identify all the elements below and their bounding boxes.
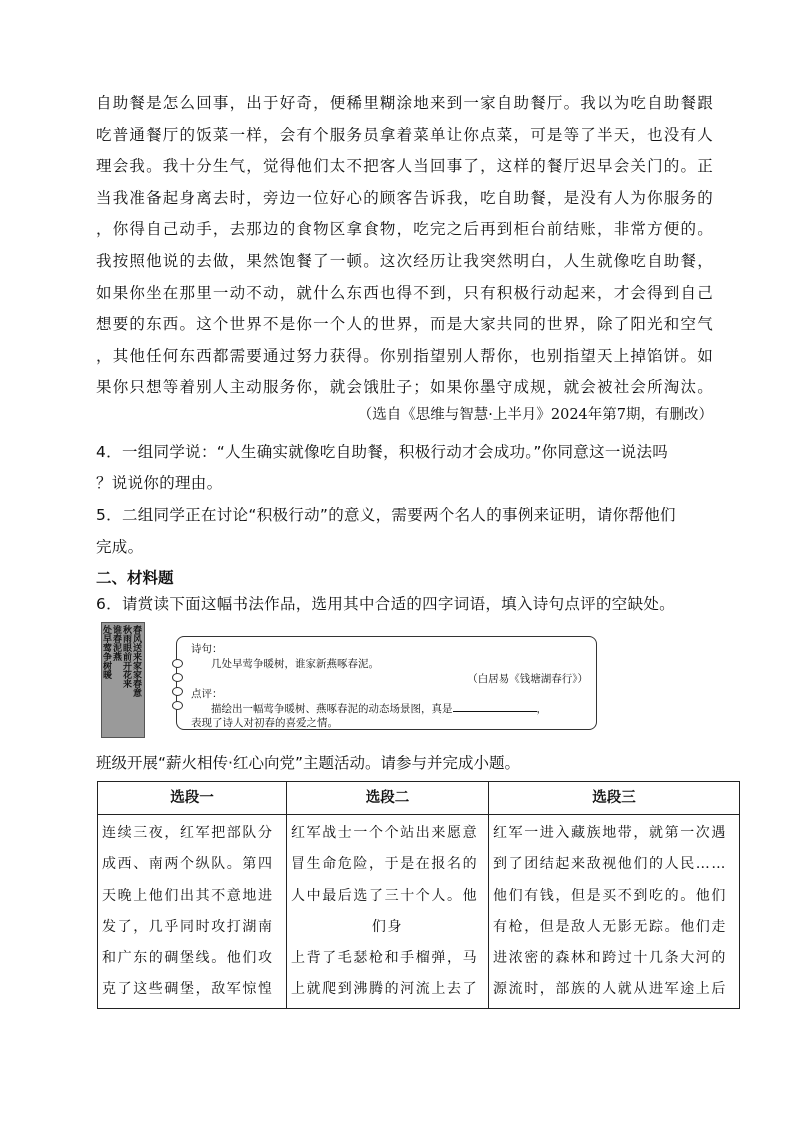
excerpt-line: 克了这些碉堡，敌军惊惶: [102, 981, 274, 998]
comment-line-1: [211, 701, 547, 716]
excerpt-line: 冒生命危险，于是在报名的: [291, 856, 479, 873]
question-4-line-2: ？说说你的理由。: [96, 474, 223, 492]
excerpt-line: 他们有钱，但是买不到吃的。他们: [493, 887, 727, 904]
calligraphy-column: 春风送来家家春意: [133, 626, 143, 699]
reading-passage: [96, 88, 714, 404]
calligraphy-column: 谁春泥燕: [113, 626, 123, 663]
header-excerpt-3: 选段三: [489, 782, 740, 815]
poem-text: 几处早莺争暖树，谁家新燕啄春泥。: [211, 658, 379, 670]
excerpt-1-cell: [98, 815, 287, 1009]
answer-blank[interactable]: [453, 703, 537, 712]
excerpt-line: 连续三夜，红军把部队分: [102, 825, 274, 841]
comment-label: 点评：: [191, 688, 223, 700]
excerpt-line: 发了，几乎同时攻打湖南: [102, 918, 274, 935]
passage-line: ，你得自己动手，去那边的食物区拿食物，吃完之后再到柜台前结账，非常方便的。: [96, 220, 714, 239]
binder-ring-icon: [172, 701, 183, 710]
poem-label: 诗句：: [191, 643, 223, 655]
excerpt-line: 源流时，部族的人就从进军途上后: [493, 981, 727, 998]
excerpt-line: 和广东的碉堡线。他们攻: [102, 950, 274, 967]
binder-ring-icon: [172, 687, 183, 696]
passage-line: 果你只想等着别人主动服务你，就会饿肚子；如果你墨守成规，就会被社会所淘汰。: [96, 378, 714, 397]
section-title: 二、材料题: [96, 569, 174, 587]
question-4-line-1: 4．一组同学说：“人生确实就像吃自助餐，积极行动才会成功。”你同意这一说法吗: [96, 443, 669, 461]
table-header-row: [98, 782, 740, 815]
comment-line-2: 表现了诗人对初春的喜爱之情。: [191, 717, 338, 729]
activity-intro: 班级开展“薪火相传·红心向党”主题活动。请参与并完成小题。: [96, 754, 520, 772]
passage-line: 我按照他说的去做，果然饱餐了一顿。这次经历让我突然明白，人生就像吃自助餐，: [96, 251, 714, 270]
excerpt-line: 上背了毛瑟枪和手榴弹，马: [291, 950, 479, 967]
question-5-line-1: 5．二组同学正在讨论“积极行动”的意义，需要两个名人的事例来证明，请你帮他们: [96, 506, 676, 524]
passage-line: 理会我。我十分生气，觉得他们太不把客人当回事了，这样的餐厅迟早会关门的。正: [96, 157, 714, 176]
passage-line: 如果你坐在那里一动不动，就什么东西也得不到，只有积极行动起来，才会得到自己: [96, 283, 714, 302]
question-6: 6．请赏读下面这幅书法作品，选用其中合适的四字词语，填入诗句点评的空缺处。: [96, 595, 675, 613]
passage-line: 想要的东西。这个世界不是你一个人的世界，而是大家共同的世界，除了阳光和空气: [96, 315, 714, 334]
poem-comment-card: [176, 636, 597, 730]
excerpt-line: 们身: [371, 918, 404, 935]
calligraphy-column: 秋雨眼前开花来: [123, 626, 133, 690]
passage-line: ，其他任何东西都需要通过努力获得。你别指望别人帮你，也别指望天上掉馅饼。如: [96, 346, 714, 365]
header-excerpt-2: 选段二: [287, 782, 489, 815]
excerpt-3-cell: [489, 815, 740, 1009]
calligraphy-column: 处早莺争树暖: [103, 626, 113, 681]
poem-source: （白居易《钱塘湖春行》）: [467, 673, 588, 685]
comment-text: 描绘出一幅莺争暖树、燕啄春泥的动态场景图，真是: [211, 703, 453, 715]
excerpt-line: 天晚上他们出其不意地进: [102, 887, 274, 904]
excerpt-line: 有枪，但是敌人无影无踪。他们走: [493, 918, 727, 935]
binder-ring-icon: [172, 673, 183, 682]
excerpt-line: 红军一进入藏族地带，就第一次遇: [493, 825, 727, 841]
passage-line: 当我准备起身离去时，旁边一位好心的顾客告诉我，吃自助餐，是没有人为你服务的: [96, 188, 714, 207]
binder-ring-icon: [172, 659, 183, 668]
header-excerpt-1: 选段一: [98, 782, 287, 815]
passage-source: （选自《思维与智慧·上半月》2024年第7期，有删改）: [357, 407, 713, 423]
passage-line: 吃普通餐厅的饭菜一样，会有个服务员拿着菜单让你点菜，可是等了半天，也没有人: [96, 125, 714, 144]
excerpt-line: 成西、南两个纵队。第四: [102, 856, 274, 873]
comment-tail: ，: [536, 703, 547, 715]
calligraphy-image: [101, 622, 145, 738]
passage-line: 自助餐是怎么回事，出于好奇，便稀里糊涂地来到一家自助餐厅。我以为吃自助餐跟: [96, 94, 714, 112]
question-5-line-2: 完成。: [96, 538, 144, 556]
excerpt-2-cell: [287, 815, 489, 1009]
excerpt-table: [97, 781, 740, 1009]
excerpt-line: 进浓密的森林和跨过十几条大河的: [493, 950, 727, 967]
excerpt-line: 上就爬到沸腾的河流上去了: [291, 981, 479, 998]
excerpt-line: 红军战士一个个站出来愿意: [291, 825, 479, 841]
table-row: [98, 815, 740, 1009]
excerpt-line: 到了团结起来敌视他们的人民……: [493, 856, 727, 873]
excerpt-line: 人中最后选了三十个人。他: [291, 887, 479, 904]
